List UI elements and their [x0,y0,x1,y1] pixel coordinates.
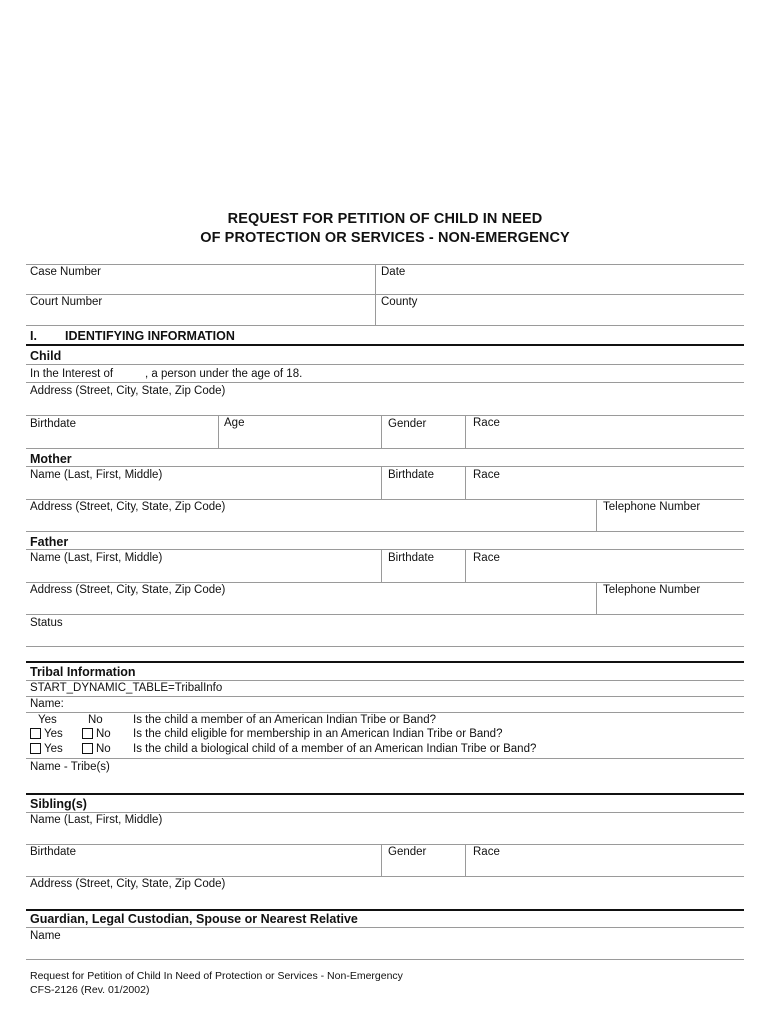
divider [26,758,744,759]
tribal-question-biological: Is the child a biological child of a member of an American Indian Tribe or Band? [133,743,537,755]
child-birthdate-field[interactable]: Birthdate [30,418,77,430]
divider [26,614,744,615]
divider [26,582,744,583]
checkbox-box [82,728,93,739]
guardian-heading: Guardian, Legal Custodian, Spouse or Nearest Relative [30,912,358,926]
tribal-question-member: Is the child a member of an American Indian Tribe or Band? [133,714,436,726]
form-title-line2: OF PROTECTION OR SERVICES - NON-EMERGENCY [200,230,570,246]
sibling-name-field[interactable]: Name (Last, First, Middle) [30,814,163,826]
section-number: I. [30,329,37,343]
yes-column-header: Yes [38,714,57,726]
mother-race-field[interactable]: Race [473,469,500,481]
footer-form-number: CFS-2126 (Rev. 01/2002) [30,984,150,996]
checkbox-label: No [96,743,111,755]
divider [381,844,382,876]
father-status-field[interactable]: Status [30,617,63,629]
father-telephone-field[interactable]: Telephone Number [603,584,701,596]
county-field[interactable]: County [381,296,418,308]
child-gender-field[interactable]: Gender [388,418,427,430]
tribal-question-eligible: Is the child eligible for membership in an American Indian Tribe or Band? [133,728,503,740]
divider [26,531,744,532]
name-tribe-field[interactable]: Name - Tribe(s) [30,761,110,773]
case-number-field[interactable]: Case Number [30,266,101,278]
sibling-gender-field[interactable]: Gender [388,846,427,858]
mother-heading: Mother [30,452,72,466]
no-column-header: No [88,714,103,726]
section-rule [26,661,744,663]
section-title: IDENTIFYING INFORMATION [65,329,235,343]
father-name-field[interactable]: Name (Last, First, Middle) [30,552,163,564]
form-title-line1: REQUEST FOR PETITION OF CHILD IN NEED [227,211,543,227]
guardian-name-field[interactable]: Name [30,930,61,942]
divider [381,466,382,499]
checkbox-box [30,728,41,739]
divider [26,876,744,877]
divider [26,549,744,550]
divider [26,680,744,681]
father-race-field[interactable]: Race [473,552,500,564]
mother-telephone-field[interactable]: Telephone Number [603,501,701,513]
father-heading: Father [30,535,69,549]
tribal-heading: Tribal Information [30,665,136,679]
dynamic-table-marker: START_DYNAMIC_TABLE=TribalInfo [30,682,223,694]
divider [26,264,744,265]
divider [26,499,744,500]
divider [218,415,219,448]
mother-name-field[interactable]: Name (Last, First, Middle) [30,469,163,481]
child-race-field[interactable]: Race [473,417,500,429]
section-rule [26,793,744,795]
divider [26,415,744,416]
father-address-field[interactable]: Address (Street, City, State, Zip Code) [30,584,226,596]
checkbox-label: No [96,728,111,740]
divider [465,466,466,499]
section-rule [26,344,744,346]
divider [26,364,744,365]
divider [26,927,744,928]
child-address-field[interactable]: Address (Street, City, State, Zip Code) [30,385,226,397]
divider [26,382,744,383]
siblings-heading: Sibling(s) [30,797,87,811]
divider [26,448,744,449]
sibling-race-field[interactable]: Race [473,846,500,858]
under-age-label: , a person under the age of 18. [145,368,303,380]
sibling-address-field[interactable]: Address (Street, City, State, Zip Code) [30,878,226,890]
tribal-name-field[interactable]: Name: [30,698,64,710]
sibling-birthdate-field[interactable]: Birthdate [30,846,77,858]
divider [26,294,744,295]
divider [465,844,466,876]
checkbox-box [82,743,93,754]
mother-address-field[interactable]: Address (Street, City, State, Zip Code) [30,501,226,513]
divider [26,466,744,467]
divider [26,325,744,326]
divider [381,549,382,582]
eligible-no-checkbox[interactable] [82,728,111,740]
divider [465,549,466,582]
in-interest-of-label: In the Interest of [30,368,114,380]
date-field[interactable]: Date [381,266,406,278]
divider [596,582,597,614]
father-birthdate-field[interactable]: Birthdate [388,552,435,564]
biological-yes-checkbox[interactable] [30,743,63,755]
divider [596,499,597,531]
eligible-yes-checkbox[interactable] [30,728,63,740]
divider [26,696,744,697]
divider [26,646,744,647]
child-age-field[interactable]: Age [224,417,245,429]
divider [465,415,466,448]
divider [26,959,744,960]
divider [26,712,744,713]
divider [26,844,744,845]
checkbox-label: Yes [44,743,63,755]
mother-birthdate-field[interactable]: Birthdate [388,469,435,481]
child-heading: Child [30,349,62,363]
checkbox-box [30,743,41,754]
divider [381,415,382,448]
biological-no-checkbox[interactable] [82,743,111,755]
footer-form-name: Request for Petition of Child In Need of Protection or Services - Non-Emergency [30,970,403,982]
divider [375,264,376,326]
section-rule [26,909,744,911]
court-number-field[interactable]: Court Number [30,296,103,308]
checkbox-label: Yes [44,728,63,740]
divider [26,812,744,813]
